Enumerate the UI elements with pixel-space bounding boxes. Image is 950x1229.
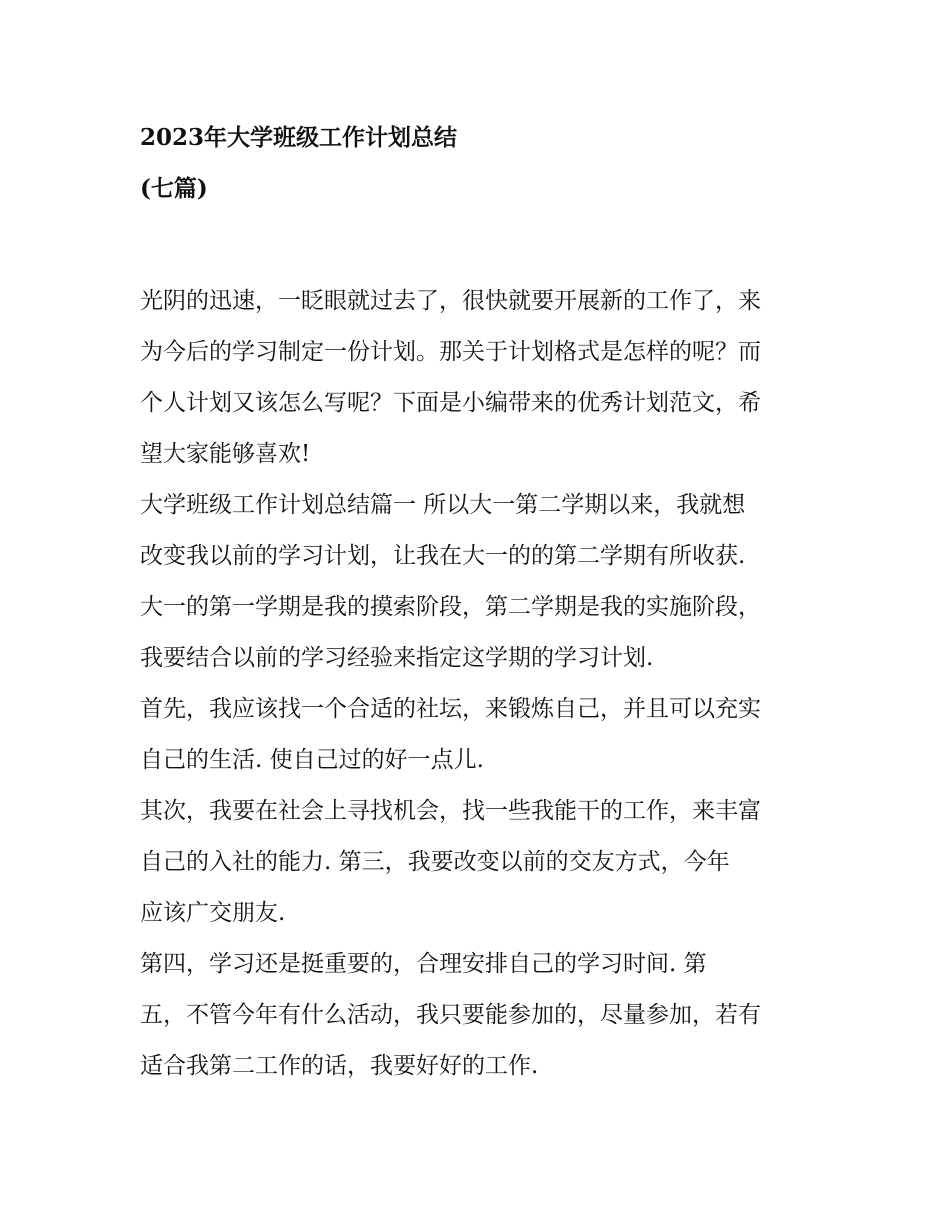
body-line: 自己的入社的能力. 第三，我要改变以前的交友方式，今年 <box>140 849 730 875</box>
body-line: 五，不管今年有什么活动，我只要能参加的，尽量参加，若有 <box>140 1002 761 1028</box>
body-line: 个人计划又该怎么写呢？下面是小编带来的优秀计划范文，希 <box>140 390 761 416</box>
body-line: 大一的第一学期是我的摸索阶段，第二学期是我的实施阶段， <box>140 594 761 620</box>
body-line: 改变我以前的学习计划，让我在大一的的第二学期有所收获. <box>140 543 746 569</box>
body-line: 光阴的迅速，一眨眼就过去了，很快就要开展新的工作了，来 <box>140 288 761 314</box>
body-line: 我要结合以前的学习经验来指定这学期的学习计划. <box>140 645 654 671</box>
body-line: 大学班级工作计划总结篇一 所以大一第二学期以来，我就想 <box>140 492 746 518</box>
body-line: 适合我第二工作的话，我要好好的工作. <box>140 1053 539 1079</box>
body-line: 为今后的学习制定一份计划。那关于计划格式是怎样的呢？而 <box>140 339 761 365</box>
title-line: 2023年大学班级工作计划总结 <box>140 124 458 151</box>
body-line: 其次，我要在社会上寻找机会，找一些我能干的工作，来丰富 <box>140 798 761 824</box>
document-body <box>140 276 830 1092</box>
body-line: 自己的生活. 使自己过的好一点儿. <box>140 747 484 773</box>
body-line: 第四，学习还是挺重要的，合理安排自己的学习时间. 第 <box>140 951 707 977</box>
title-line: (七篇) <box>140 175 208 202</box>
document-title <box>140 112 840 214</box>
body-line: 应该广交朋友. <box>140 900 286 926</box>
body-line: 望大家能够喜欢! <box>140 441 311 467</box>
body-line: 首先，我应该找一个合适的社坛，来锻炼自己，并且可以充实 <box>140 696 761 722</box>
